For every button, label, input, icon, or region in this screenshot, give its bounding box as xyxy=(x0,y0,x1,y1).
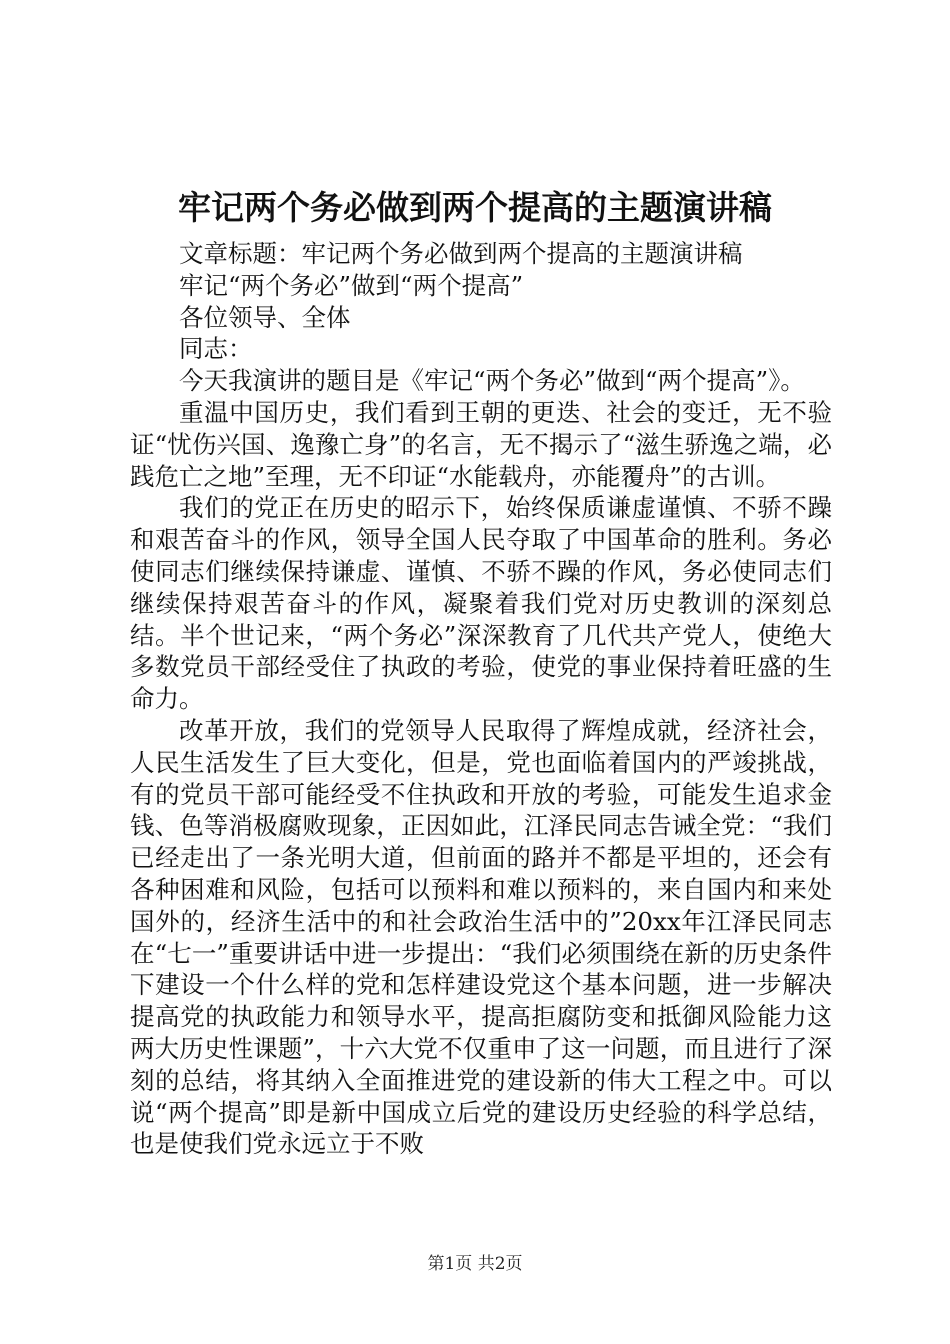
paragraph: 改革开放，我们的党领导人民取得了辉煌成就，经济社会，人民生活发生了巨大变化，但是，党也面临着国内的严竣挑战，有的党员干部可能经受不住执政和开放的考验，可能发生追求金钱、色等消极腐败现象，正因如此，江泽民同志告诫全党：“我们已经走出了一条光明大道，但前面的路并不都是平坦的，还会有各种困难和风险，包括可以预料和难以预料的，来自国内和来处国外的，经济生活中的和社会政治生活中的”20xx年江泽民同志在“七一”重要讲话中进一步提出：“我们必须围绕在新的历史条件下建设一个什么样的党和怎样建设党这个基本问题，进一步解决提高党的执政能力和领导水平，提高拒腐防变和抵御风险能力这两大历史性课题”，十六大党不仅重申了这一问题，而且进行了深刻的总结，将其纳入全面推进党的建设新的伟大工程之中。可以说“两个提高”即是新中国成立后党的建设历史经验的科学总结，也是使我们党永远立于不败 xyxy=(130,715,832,1159)
salutation-line-2: 同志： xyxy=(179,334,253,364)
article-title-line: 文章标题：牢记两个务必做到两个提高的主题演讲稿 xyxy=(179,239,743,268)
salutation-line: 各位领导、全体 xyxy=(179,302,351,332)
document-title: 牢记两个务必做到两个提高的主题演讲稿 xyxy=(178,188,772,227)
speech-heading-line: 牢记“两个务必”做到“两个提高” xyxy=(179,270,524,300)
paragraph: 重温中国历史，我们看到王朝的更迭、社会的变迁，无不验证“忧伤兴国、逸豫亡身”的名言，无不揭示了“滋生骄逸之端，必践危亡之地”至理，无不印证“水能载舟，亦能覆舟”的古训。 xyxy=(130,397,832,491)
page-number-footer: 第1页 共2页 xyxy=(427,1254,523,1274)
paragraph: 我们的党正在历史的昭示下，始终保质谦虚谨慎、不骄不躁和艰苦奋斗的作风，领导全国人民夺取了中国革命的胜利。务必使同志们继续保持谦虚、谨慎、不骄不躁的作风，务必使同志们继续保持艰苦奋斗的作风，凝聚着我们党对历史教训的深刻总结。半个世记来，“两个务必”深深教育了几代共产党人，使绝大多数党员干部经受住了执政的考验，使党的事业保持着旺盛的生命力。 xyxy=(130,493,832,714)
document-body xyxy=(130,238,832,1160)
paragraph: 今天我演讲的题目是《牢记“两个务必”做到“两个提高”》。 xyxy=(179,366,805,396)
